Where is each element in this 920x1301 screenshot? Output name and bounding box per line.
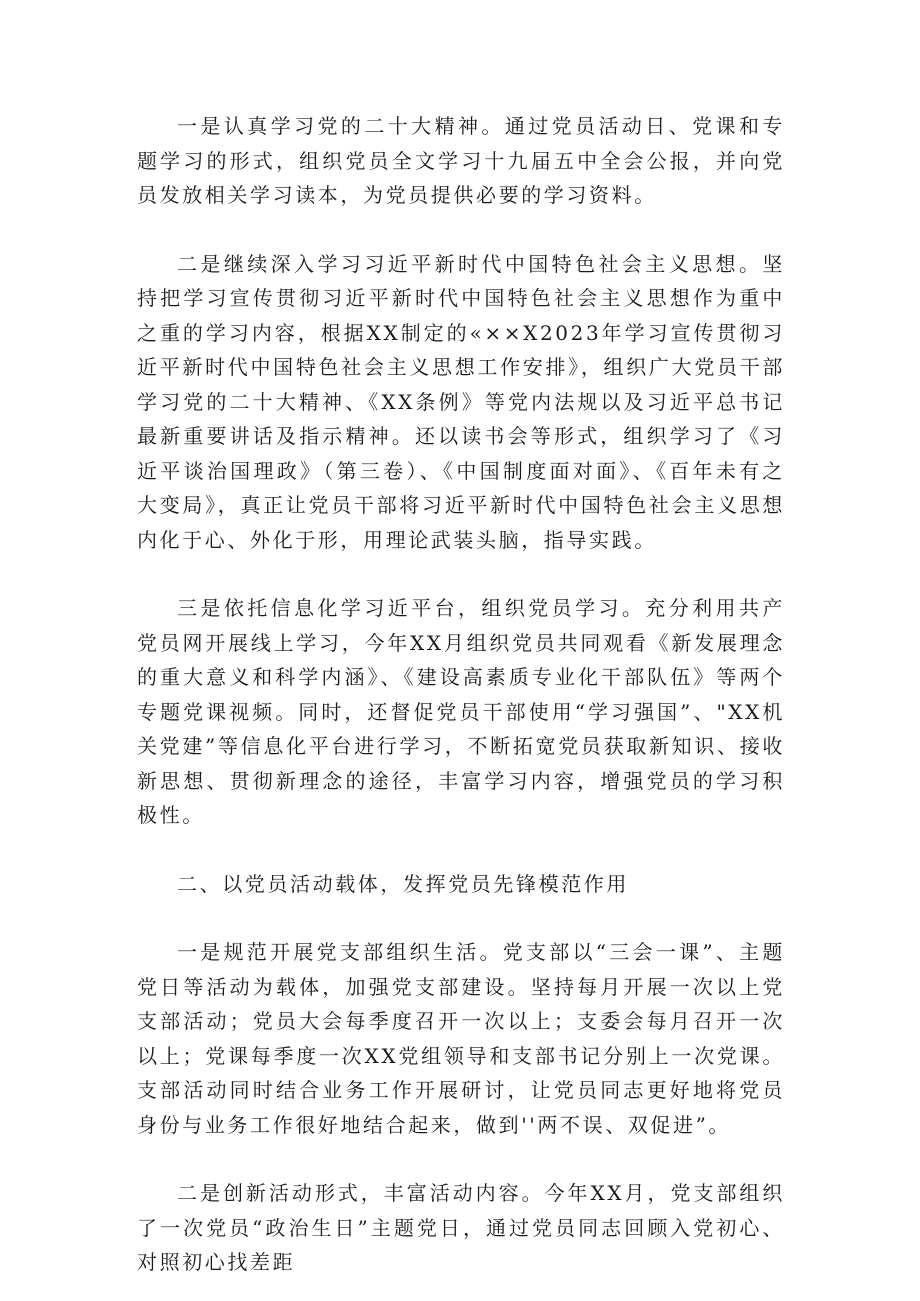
paragraph-study-xi-thought: 二是继续深入学习习近平新时代中国特色社会主义思想。坚持把学习宣传贯彻习近平新时代中国特色社会主义思想作为重中之重的学习内容，根据XX制定的«××X2023年学习宣传贯彻习近平新时代中国特色社会主义思想工作安排》，组织广大党员干部学习党的二十大精神、《XX条例》等党内法规以及习近平总书记最新重要讲话及指示精神。还以读书会等形式，组织学习了《习近平谈治国理政》（第三卷）、《中国制度面对面》、《百年未有之大变局》，真正让党员干部将习近平新时代中国特色社会主义思想内化于心、外化于形，用理论武装头脑，指导实践。 (137, 251, 785, 552)
paragraph-online-study-platform: 三是依托信息化学习近平台，组织党员学习。充分利用共产党员网开展线上学习，今年XX月组织党员共同观看《新发展理念的重大意义和科学内涵》、《建设高素质专业化干部队伍》等两个专题党课视频。同时，还督促党员干部使用“学习强国”、"XX机关党建”等信息化平台进行学习，不断拓宽党员获取新知识、接收新思想、贯彻新理念的途径，丰富学习内容，增强党员的学习积极性。 (137, 596, 785, 827)
paragraph-innovative-activities: 二是创新活动形式，丰富活动内容。今年XX月，党支部组织了一次党员“政治生日”主题党日，通过党员同志回顾入党初心、对照初心找差距 (137, 1181, 785, 1274)
paragraph-study-twentieth-congress: 一是认真学习党的二十大精神。通过党员活动日、党课和专题学习的形式，组织党员全文学习十九届五中全会公报，并向党员发放相关学习读本，为党员提供必要的学习资料。 (137, 114, 785, 207)
paragraph-branch-organization-life: 一是规范开展党支部组织生活。党支部以“三会一课”、主题党日等活动为载体，加强党支部建设。坚持每月开展一次以上党支部活动；党员大会每季度召开一次以上；支委会每月召开一次以上；党课每季度一次XX党组领导和支部书记分别上一次党课。支部活动同时结合业务工作开展研讨，让党员同志更好地将党员身份与业务工作很好地结合起来，做到''两不误、双促进”。 (137, 940, 785, 1137)
document-body (137, 109, 785, 1280)
section-heading-party-activities: 二、以党员活动载体，发挥党员先锋模范作用 (177, 871, 629, 896)
